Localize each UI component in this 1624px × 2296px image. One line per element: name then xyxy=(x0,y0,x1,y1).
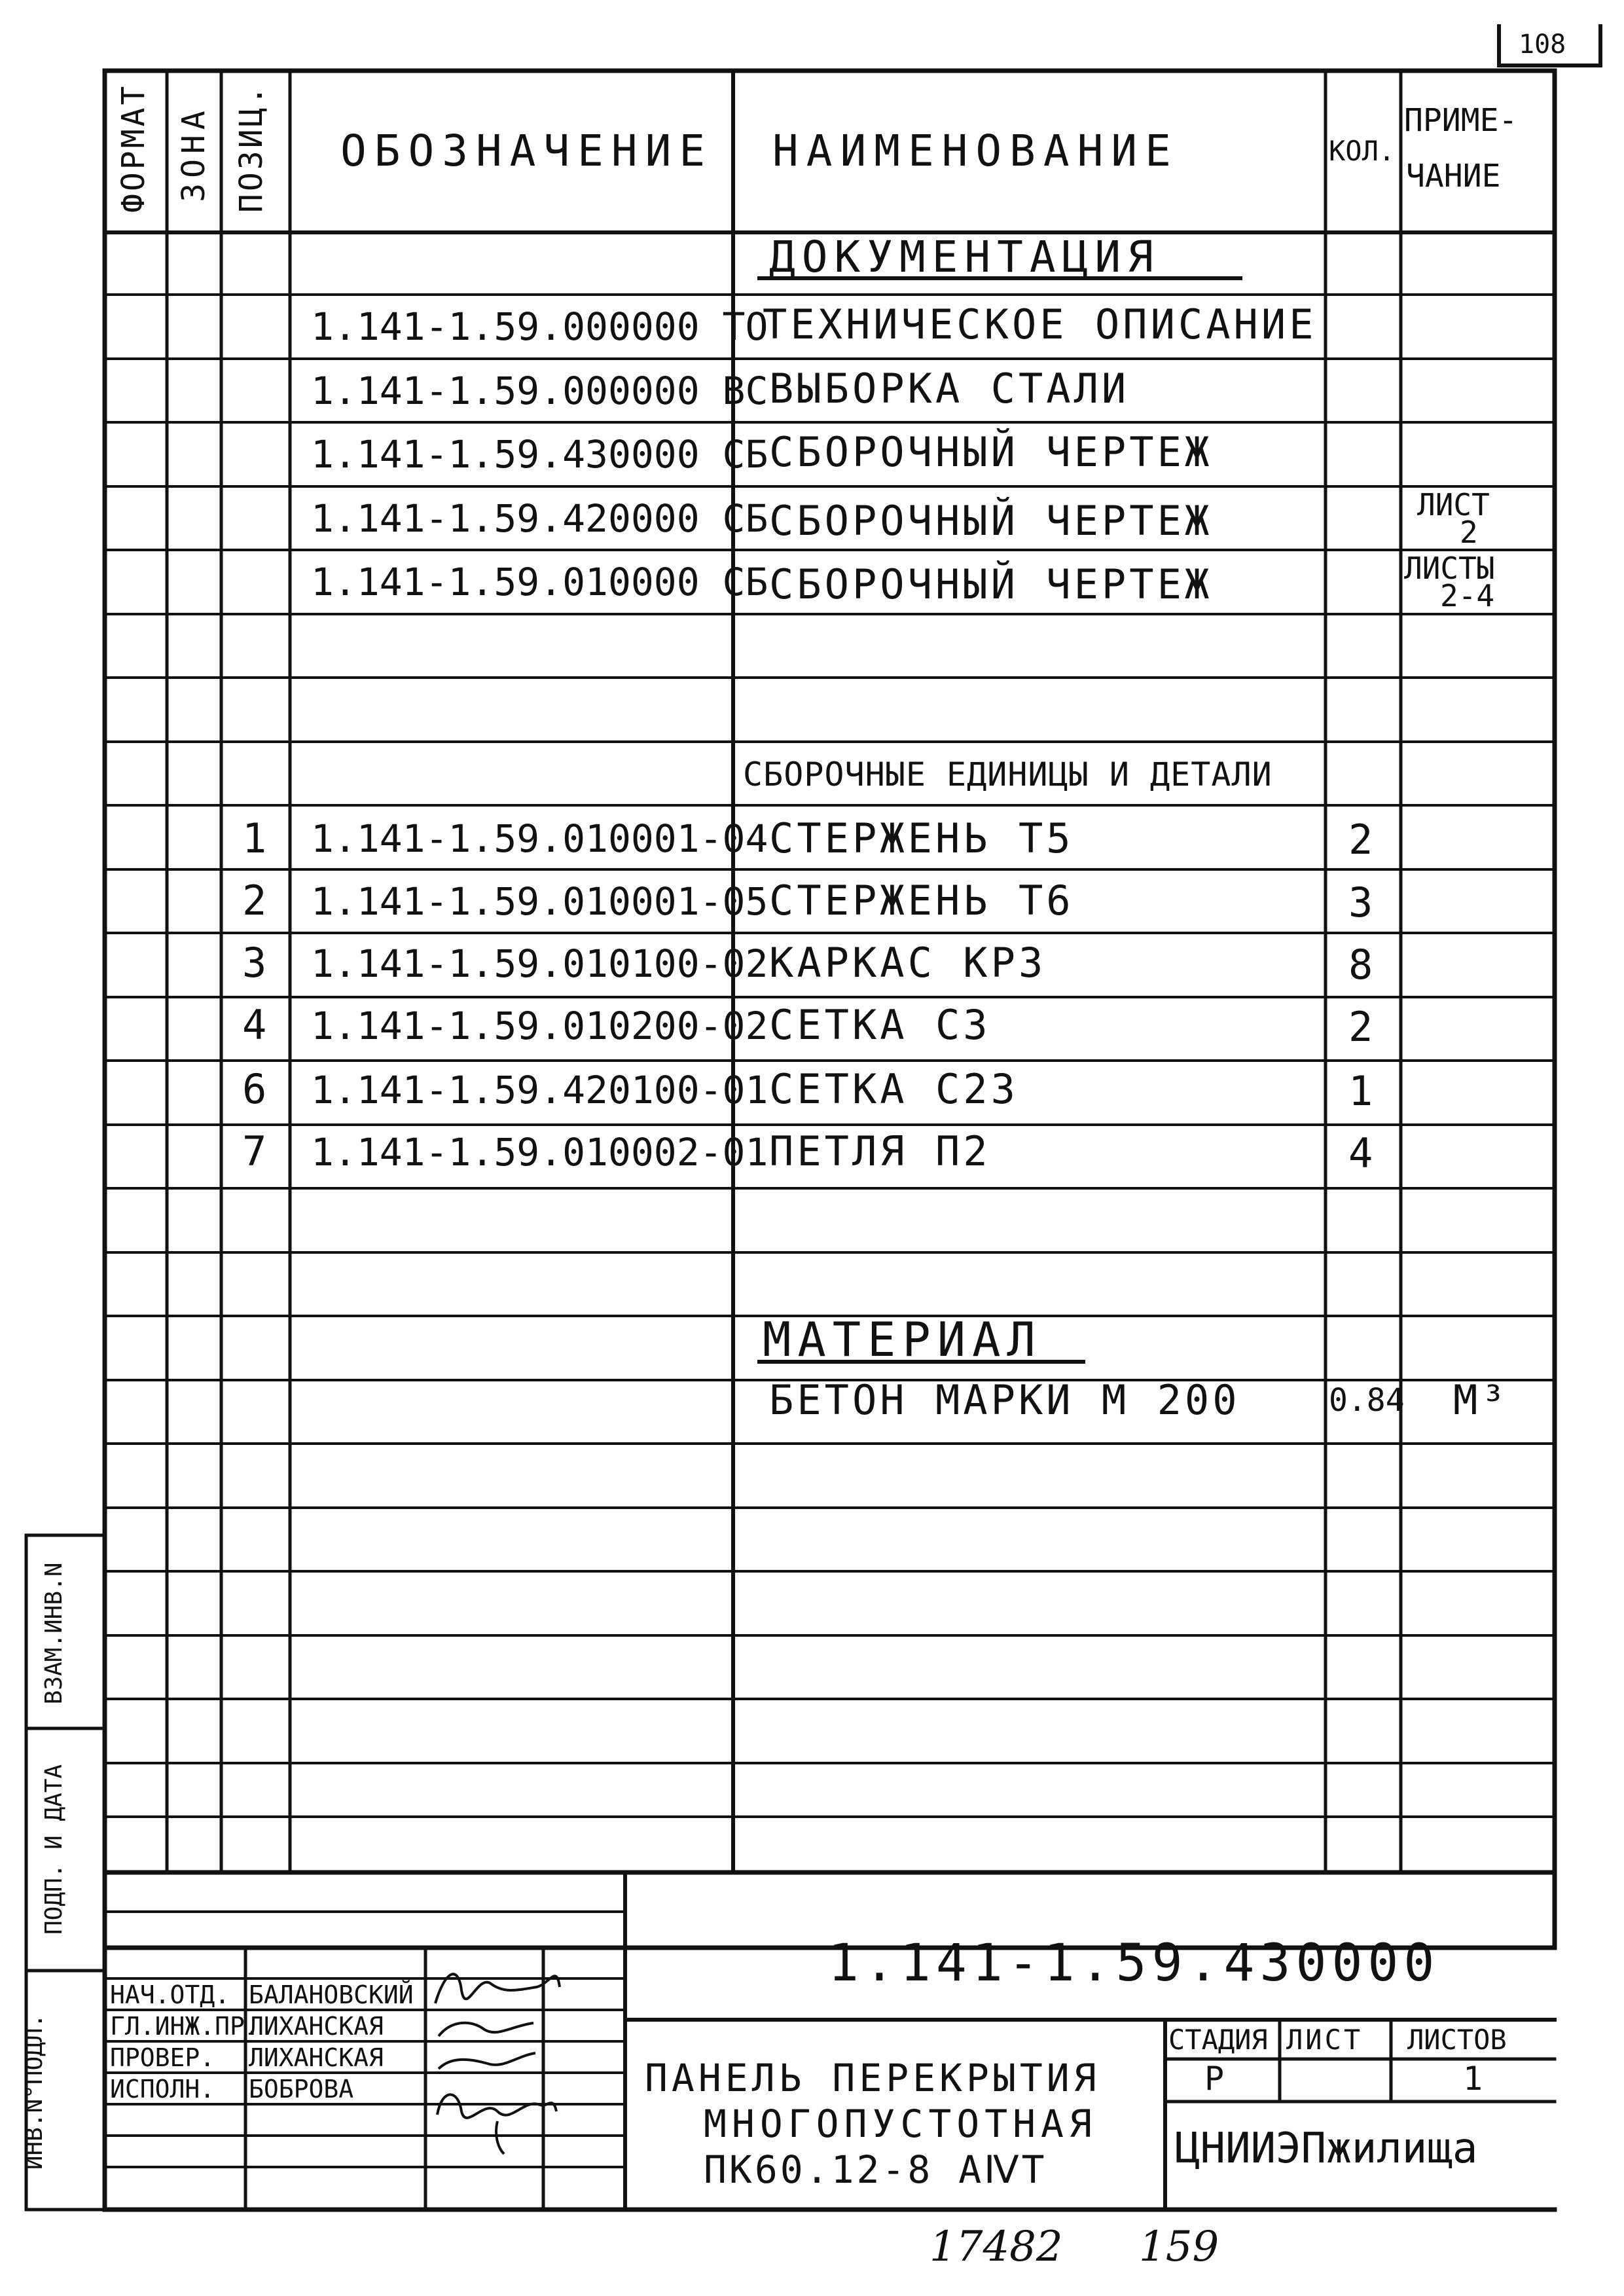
corner-tag: 108 xyxy=(1519,29,1566,60)
material-unit: М³ xyxy=(1453,1376,1509,1424)
section-assemblies: СБОРОЧНЫЕ ЕДИНИЦЫ И ДЕТАЛИ xyxy=(743,756,1272,793)
part-name: СТЕРЖЕНЬ Т5 xyxy=(769,814,1074,862)
header-format: ФОРМАТ xyxy=(115,83,152,213)
sign-person: БАЛАНОВСКИЙ xyxy=(249,1980,414,2009)
part-designation: 1.141-1.59.010100-02 xyxy=(311,941,768,986)
header-qty: КОЛ. xyxy=(1329,135,1396,167)
part-designation: 1.141-1.59.010001-05 xyxy=(311,879,768,924)
section-material: МАТЕРИАЛ xyxy=(763,1312,1042,1367)
sign-role: ИСПОЛН. xyxy=(110,2075,215,2104)
stamp-inv-orig: ИНВ.N°ПОДЛ. xyxy=(21,2013,48,2170)
page-number: 159 xyxy=(1139,2223,1219,2271)
doc-name: ТЕХНИЧЕСКОЕ ОПИСАНИЕ xyxy=(763,301,1317,348)
doc-note-line2: 2 xyxy=(1460,515,1478,550)
part-designation: 1.141-1.59.420100-01 xyxy=(311,1068,768,1112)
sign-person: БОБРОВА xyxy=(249,2075,354,2104)
part-designation: 1.141-1.59.010001-04 xyxy=(311,816,768,861)
stamp-sign-date: ПОДП. И ДАТА xyxy=(41,1764,67,1935)
part-position: 4 xyxy=(242,1001,270,1049)
doc-designation: 1.141-1.59.010000 СБ xyxy=(311,560,768,604)
doc-designation: 1.141-1.59.000000 ТО xyxy=(311,304,768,349)
header-note-line1: ПРИМЕ- xyxy=(1404,102,1518,139)
section-documentation: ДОКУМЕНТАЦИЯ xyxy=(769,232,1160,282)
sheet-label: ЛИСТ xyxy=(1286,2024,1363,2056)
doc-designation: 1.141-1.59.420000 СБ xyxy=(311,496,768,541)
part-name: КАРКАС КР3 xyxy=(769,939,1047,987)
sign-role: ПРОВЕР. xyxy=(110,2043,215,2072)
product-line2: МНОГОПУСТОТНАЯ xyxy=(704,2102,1097,2146)
part-name: ПЕТЛЯ П2 xyxy=(769,1127,991,1175)
header-note-line2: ЧАНИЕ xyxy=(1406,158,1501,194)
part-name: СТЕРЖЕНЬ Т6 xyxy=(769,877,1074,924)
doc-name: СБОРОЧНЫЙ ЧЕРТЕЖ xyxy=(769,428,1213,476)
doc-note-line2: 2-4 xyxy=(1440,578,1495,613)
product-line1: ПАНЕЛЬ ПЕРЕКРЫТИЯ xyxy=(645,2056,1100,2100)
part-designation: 1.141-1.59.010002-01 xyxy=(311,1130,768,1175)
part-qty: 3 xyxy=(1348,879,1377,926)
material-name: БЕТОН МАРКИ М 200 xyxy=(769,1376,1240,1424)
part-position: 2 xyxy=(242,877,270,924)
material-qty: 0.84 xyxy=(1329,1382,1405,1419)
stamp-inv-replace: ВЗАМ.ИНВ.N xyxy=(41,1562,67,1705)
sign-person: ЛИХАНСКАЯ xyxy=(249,2012,384,2041)
sheets-value: 1 xyxy=(1463,2060,1483,2098)
sign-role: НАЧ.ОТД. xyxy=(110,1980,230,2009)
part-qty: 4 xyxy=(1348,1129,1377,1177)
sheets-label: ЛИСТОВ xyxy=(1407,2024,1507,2056)
doc-note-line1: ЛИСТЫ xyxy=(1404,551,1495,586)
part-name: СЕТКА С3 xyxy=(769,1001,991,1049)
doc-name: СБОРОЧНЫЙ ЧЕРТЕЖ xyxy=(769,560,1213,608)
part-position: 1 xyxy=(242,814,270,862)
product-line3: ПК60.12-8 АⅣТ xyxy=(704,2147,1047,2192)
doc-designation: 1.141-1.59.430000 СБ xyxy=(311,432,768,477)
sign-role: ГЛ.ИНЖ.ПР. xyxy=(110,2012,260,2041)
sign-person: ЛИХАНСКАЯ xyxy=(249,2043,384,2072)
header-zone: ЗОНА xyxy=(175,105,212,202)
part-position: 7 xyxy=(242,1127,270,1175)
part-qty: 2 xyxy=(1348,816,1377,864)
part-qty: 2 xyxy=(1348,1003,1377,1051)
part-qty: 1 xyxy=(1348,1067,1377,1115)
header-position: ПОЗИЦ. xyxy=(233,83,270,213)
stage-label: СТАДИЯ xyxy=(1168,2024,1268,2056)
part-qty: 8 xyxy=(1348,941,1377,989)
header-designation: ОБОЗНАЧЕНИЕ xyxy=(340,126,713,176)
doc-name: СБОРОЧНЫЙ ЧЕРТЕЖ xyxy=(769,497,1213,545)
header-name: НАИМЕНОВАНИЕ xyxy=(772,126,1179,176)
doc-number: 1.141-1.59.430000 xyxy=(828,1934,1440,1993)
part-name: СЕТКА С23 xyxy=(769,1065,1019,1113)
doc-designation: 1.141-1.59.000000 ВС xyxy=(311,369,768,413)
album-number: 17482 xyxy=(929,2223,1063,2271)
part-position: 3 xyxy=(242,939,270,987)
doc-note-line1: ЛИСТ xyxy=(1417,487,1490,522)
signature-scribbles xyxy=(435,1974,560,2154)
part-designation: 1.141-1.59.010200-02 xyxy=(311,1004,768,1048)
doc-name: ВЫБОРКА СТАЛИ xyxy=(769,365,1130,412)
part-position: 6 xyxy=(242,1065,270,1113)
stage-value: Р xyxy=(1204,2060,1225,2098)
organization: ЦНИИЭПжилища xyxy=(1175,2124,1478,2173)
